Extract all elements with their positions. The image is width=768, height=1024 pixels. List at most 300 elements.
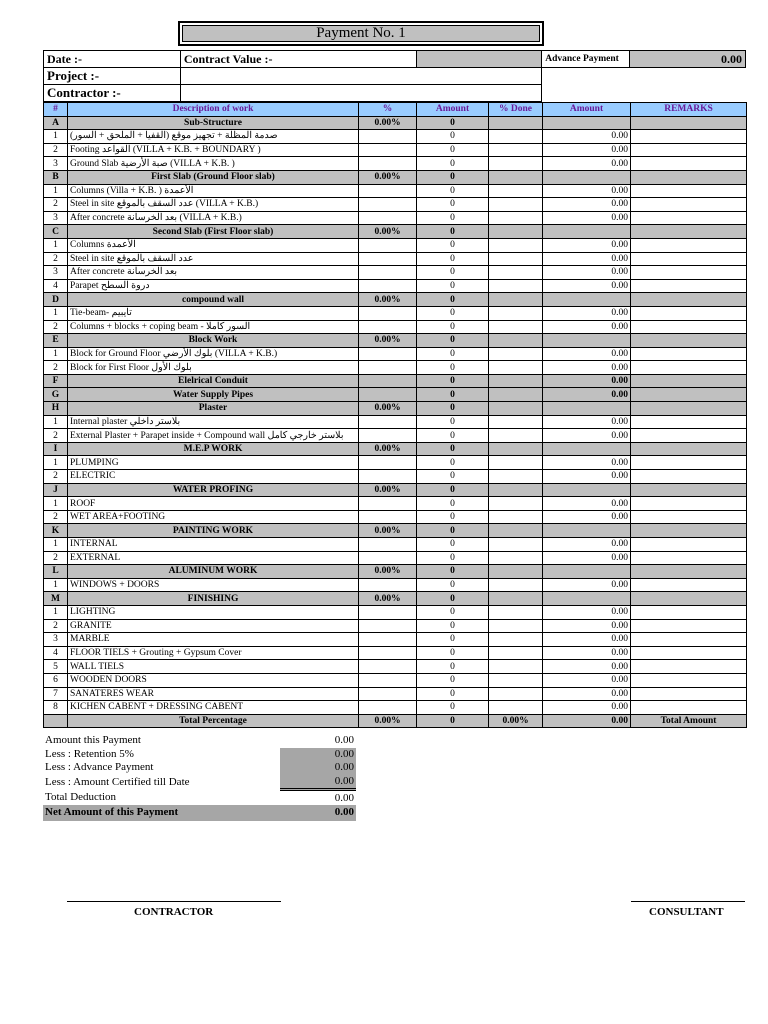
row-description: Water Supply Pipes	[68, 388, 359, 402]
row-number: 3	[44, 211, 68, 225]
row-remarks	[631, 143, 747, 157]
section-row	[44, 334, 747, 348]
row-number: 2	[44, 510, 68, 524]
row-amount: 0	[417, 605, 489, 619]
row-amount-done: 0.00	[543, 266, 631, 280]
row-remarks	[631, 238, 747, 252]
row-percent	[359, 238, 417, 252]
row-description: WALL TIELS	[68, 660, 359, 674]
contractor-signature-label: CONTRACTOR	[134, 906, 214, 918]
row-description: Ground Slab صبة الأرضية (VILLA + K.B. )	[68, 157, 359, 171]
row-amount: 0	[417, 225, 489, 239]
row-percent	[359, 374, 417, 388]
row-amount: 0	[417, 198, 489, 212]
row-number: 4	[44, 279, 68, 293]
row-number: 1	[44, 415, 68, 429]
row-amount: 0	[417, 374, 489, 388]
row-remarks	[631, 551, 747, 565]
row-amount-done: 0.00	[543, 347, 631, 361]
row-percent-done	[489, 211, 543, 225]
row-description: Steel in site عدد السقف بالموقع	[68, 252, 359, 266]
summary-row	[43, 734, 356, 748]
col-header-amount-done: Amount	[543, 103, 631, 117]
row-description: MARBLE	[68, 633, 359, 647]
row-percent: 0.00%	[359, 442, 417, 456]
row-percent	[359, 538, 417, 552]
table-row	[44, 252, 747, 266]
row-percent-done	[489, 442, 543, 456]
row-remarks	[631, 524, 747, 538]
row-amount-done: 0.00	[543, 673, 631, 687]
row-percent: 0.00%	[359, 565, 417, 579]
table-row	[44, 551, 747, 565]
row-remarks	[631, 334, 747, 348]
summary-label: Amount this Payment	[45, 734, 141, 747]
table-row	[44, 184, 747, 198]
row-remarks	[631, 619, 747, 633]
row-amount-done: 0.00	[543, 157, 631, 171]
row-description: EXTERNAL	[68, 551, 359, 565]
row-percent	[359, 184, 417, 198]
contract-value-label: Contract Value :-	[180, 51, 416, 68]
row-description: Steel in site عدد السقف بالموقع (VILLA + K.B.)	[68, 198, 359, 212]
row-number: 1	[44, 347, 68, 361]
row-remarks	[631, 456, 747, 470]
row-percent: 0.00%	[359, 592, 417, 606]
row-number: 4	[44, 646, 68, 660]
row-description: INTERNAL	[68, 538, 359, 552]
row-percent-done	[489, 252, 543, 266]
summary-row	[43, 761, 356, 775]
row-amount: 0	[417, 497, 489, 511]
section-row	[44, 293, 747, 307]
row-amount-done: 0.00	[543, 252, 631, 266]
row-amount: 0	[417, 660, 489, 674]
row-percent	[359, 429, 417, 443]
summary-label: Less : Retention 5%	[45, 747, 134, 760]
row-amount: 0	[417, 293, 489, 307]
payment-summary-table	[43, 734, 356, 821]
row-amount-done: 0.00	[543, 633, 631, 647]
row-description: FLOOR TIELS + Grouting + Gypsum Cover	[68, 646, 359, 660]
summary-label: Less : Amount Certified till Date	[45, 775, 190, 788]
row-number: 1	[44, 605, 68, 619]
row-percent-done	[489, 483, 543, 497]
payment-title: Payment No. 1	[182, 25, 540, 42]
row-percent	[359, 605, 417, 619]
section-row	[44, 565, 747, 579]
row-amount: 0	[417, 442, 489, 456]
row-amount: 0	[417, 306, 489, 320]
total-percent-done: 0.00%	[489, 714, 543, 728]
table-row	[44, 510, 747, 524]
advance-payment-label: Advance Payment	[542, 51, 630, 68]
row-percent-done	[489, 497, 543, 511]
row-amount: 0	[417, 130, 489, 144]
table-row	[44, 238, 747, 252]
row-amount-done: 0.00	[543, 605, 631, 619]
total-amount: 0	[417, 714, 489, 728]
row-percent-done	[489, 198, 543, 212]
row-remarks	[631, 442, 747, 456]
row-number: 5	[44, 660, 68, 674]
row-amount: 0	[417, 334, 489, 348]
row-percent-done	[489, 660, 543, 674]
table-row	[44, 687, 747, 701]
col-header-number: #	[44, 103, 68, 117]
row-description: After concrete بعد الخرسانة	[68, 266, 359, 280]
row-number: 1	[44, 184, 68, 198]
row-percent-done	[489, 306, 543, 320]
row-number: 3	[44, 633, 68, 647]
row-amount-done	[543, 334, 631, 348]
row-description: Block for First Floor بلوك الأول	[68, 361, 359, 375]
row-amount-done: 0.00	[543, 374, 631, 388]
row-amount-done: 0.00	[543, 660, 631, 674]
row-remarks	[631, 293, 747, 307]
row-percent	[359, 456, 417, 470]
summary-value: 0.00	[280, 790, 356, 805]
row-number: B	[44, 170, 68, 184]
section-row	[44, 225, 747, 239]
row-number: 1	[44, 497, 68, 511]
row-percent-done	[489, 225, 543, 239]
row-percent-done	[489, 238, 543, 252]
row-amount: 0	[417, 170, 489, 184]
row-number: H	[44, 402, 68, 416]
row-remarks	[631, 660, 747, 674]
row-amount-done: 0.00	[543, 538, 631, 552]
row-remarks	[631, 361, 747, 375]
row-percent	[359, 388, 417, 402]
row-number: F	[44, 374, 68, 388]
row-amount: 0	[417, 252, 489, 266]
row-amount-done: 0.00	[543, 646, 631, 660]
row-amount-done: 0.00	[543, 306, 631, 320]
row-remarks	[631, 306, 747, 320]
row-number: 8	[44, 701, 68, 715]
row-number: 2	[44, 429, 68, 443]
col-header-description: Description of work	[68, 103, 359, 117]
row-remarks	[631, 673, 747, 687]
row-amount-done: 0.00	[543, 578, 631, 592]
table-row	[44, 361, 747, 375]
row-amount: 0	[417, 673, 489, 687]
row-percent-done	[489, 184, 543, 198]
consultant-signature-label: CONSULTANT	[649, 906, 724, 918]
row-percent-done	[489, 279, 543, 293]
row-remarks	[631, 225, 747, 239]
table-row	[44, 266, 747, 280]
row-description: Elelrical Conduit	[68, 374, 359, 388]
row-amount: 0	[417, 143, 489, 157]
row-amount: 0	[417, 429, 489, 443]
row-remarks	[631, 279, 747, 293]
table-row	[44, 660, 747, 674]
row-amount: 0	[417, 470, 489, 484]
summary-value: 0.00	[280, 748, 356, 762]
row-remarks	[631, 497, 747, 511]
section-row	[44, 374, 747, 388]
row-description: Block Work	[68, 334, 359, 348]
row-percent	[359, 551, 417, 565]
net-amount-value: 0.00	[334, 806, 354, 819]
row-number: E	[44, 334, 68, 348]
table-row	[44, 211, 747, 225]
table-row	[44, 347, 747, 361]
row-percent-done	[489, 687, 543, 701]
total-blank	[44, 714, 68, 728]
row-remarks	[631, 252, 747, 266]
row-remarks	[631, 211, 747, 225]
row-remarks	[631, 633, 747, 647]
row-amount: 0	[417, 266, 489, 280]
row-percent	[359, 673, 417, 687]
row-description: WINDOWS + DOORS	[68, 578, 359, 592]
row-percent	[359, 198, 417, 212]
section-row	[44, 442, 747, 456]
row-description: Plaster	[68, 402, 359, 416]
row-number: 1	[44, 306, 68, 320]
col-header-remarks: REMARKS	[631, 103, 747, 117]
table-header-row	[44, 103, 747, 117]
row-number: 2	[44, 252, 68, 266]
row-amount-done: 0.00	[543, 415, 631, 429]
row-remarks	[631, 565, 747, 579]
row-amount-done	[543, 592, 631, 606]
row-percent: 0.00%	[359, 116, 417, 130]
row-number: A	[44, 116, 68, 130]
row-percent-done	[489, 456, 543, 470]
contractor-label: Contractor :-	[44, 85, 181, 102]
row-description: ALUMINUM WORK	[68, 565, 359, 579]
row-percent-done	[489, 374, 543, 388]
row-percent-done	[489, 361, 543, 375]
row-percent-done	[489, 334, 543, 348]
row-amount: 0	[417, 320, 489, 334]
row-number: 2	[44, 320, 68, 334]
row-percent: 0.00%	[359, 225, 417, 239]
row-percent	[359, 252, 417, 266]
row-description: WATER PROFING	[68, 483, 359, 497]
summary-label: Less : Advance Payment	[45, 761, 154, 774]
row-amount-done: 0.00	[543, 510, 631, 524]
row-percent	[359, 130, 417, 144]
row-percent-done	[489, 605, 543, 619]
summary-label: Total Deduction	[45, 790, 117, 803]
row-description: PAINTING WORK	[68, 524, 359, 538]
row-amount: 0	[417, 238, 489, 252]
row-percent-done	[489, 293, 543, 307]
project-field[interactable]	[180, 68, 541, 85]
row-remarks	[631, 578, 747, 592]
table-row	[44, 646, 747, 660]
table-row	[44, 130, 747, 144]
contract-value-field[interactable]	[416, 51, 542, 68]
summary-value: 0.00	[334, 734, 354, 747]
row-percent: 0.00%	[359, 524, 417, 538]
row-percent: 0.00%	[359, 293, 417, 307]
table-row	[44, 143, 747, 157]
row-percent-done	[489, 538, 543, 552]
table-row	[44, 633, 747, 647]
consultant-signature-line	[631, 901, 745, 902]
row-description: Footing القواعد (VILLA + K.B. + BOUNDARY )	[68, 143, 359, 157]
row-amount-done: 0.00	[543, 130, 631, 144]
table-row	[44, 320, 747, 334]
row-remarks	[631, 538, 747, 552]
row-amount: 0	[417, 619, 489, 633]
row-number: 2	[44, 198, 68, 212]
row-number: 2	[44, 619, 68, 633]
row-percent-done	[489, 673, 543, 687]
row-description: Internal plaster بلاستر داخلي	[68, 415, 359, 429]
table-row	[44, 429, 747, 443]
row-amount: 0	[417, 687, 489, 701]
table-row	[44, 673, 747, 687]
row-percent-done	[489, 633, 543, 647]
row-percent-done	[489, 565, 543, 579]
row-description: M.E.P WORK	[68, 442, 359, 456]
row-percent-done	[489, 388, 543, 402]
row-percent	[359, 361, 417, 375]
row-amount: 0	[417, 633, 489, 647]
row-amount: 0	[417, 551, 489, 565]
row-number: 7	[44, 687, 68, 701]
row-percent	[359, 157, 417, 171]
row-percent	[359, 687, 417, 701]
total-amount-done: 0.00	[543, 714, 631, 728]
date-label: Date :-	[44, 51, 181, 68]
row-percent	[359, 646, 417, 660]
row-amount: 0	[417, 565, 489, 579]
row-number: 6	[44, 673, 68, 687]
row-description: صدمة المظلة + تجهيز موقع (القفيا + الملحق + السور)	[68, 130, 359, 144]
row-percent	[359, 306, 417, 320]
row-number: G	[44, 388, 68, 402]
row-remarks	[631, 429, 747, 443]
row-amount-done: 0.00	[543, 320, 631, 334]
row-description: ROOF	[68, 497, 359, 511]
row-percent: 0.00%	[359, 402, 417, 416]
row-amount-done	[543, 293, 631, 307]
row-percent-done	[489, 402, 543, 416]
row-remarks	[631, 415, 747, 429]
row-remarks	[631, 374, 747, 388]
row-percent	[359, 633, 417, 647]
row-amount: 0	[417, 388, 489, 402]
row-number: J	[44, 483, 68, 497]
row-percent-done	[489, 592, 543, 606]
row-percent-done	[489, 429, 543, 443]
row-remarks	[631, 402, 747, 416]
row-percent-done	[489, 347, 543, 361]
row-number: 3	[44, 266, 68, 280]
table-row	[44, 538, 747, 552]
row-number: 1	[44, 238, 68, 252]
row-amount: 0	[417, 592, 489, 606]
row-remarks	[631, 483, 747, 497]
row-percent-done	[489, 116, 543, 130]
row-description: Tie-beam- تايبيم	[68, 306, 359, 320]
row-description: Columns (Villa + K.B. ) الأعمدة	[68, 184, 359, 198]
row-percent-done	[489, 524, 543, 538]
row-amount: 0	[417, 456, 489, 470]
row-remarks	[631, 116, 747, 130]
row-amount-done	[543, 483, 631, 497]
summary-row	[43, 775, 356, 790]
row-percent	[359, 347, 417, 361]
row-percent-done	[489, 320, 543, 334]
row-description: Second Slab (First Floor slab)	[68, 225, 359, 239]
row-percent	[359, 510, 417, 524]
row-percent	[359, 320, 417, 334]
row-amount-done: 0.00	[543, 143, 631, 157]
row-percent-done	[489, 470, 543, 484]
row-percent	[359, 470, 417, 484]
row-remarks	[631, 592, 747, 606]
advance-payment-value: 0.00	[630, 51, 746, 68]
row-number: K	[44, 524, 68, 538]
row-amount: 0	[417, 415, 489, 429]
row-percent-done	[489, 170, 543, 184]
row-percent: 0.00%	[359, 483, 417, 497]
section-row	[44, 402, 747, 416]
col-header-percent-done: % Done	[489, 103, 543, 117]
contractor-field[interactable]	[180, 85, 541, 102]
row-amount: 0	[417, 116, 489, 130]
row-remarks	[631, 170, 747, 184]
row-amount: 0	[417, 347, 489, 361]
row-amount: 0	[417, 483, 489, 497]
row-description: WOODEN DOORS	[68, 673, 359, 687]
row-amount-done	[543, 402, 631, 416]
row-percent-done	[489, 415, 543, 429]
project-label: Project :-	[44, 68, 181, 85]
row-percent: 0.00%	[359, 334, 417, 348]
row-number: M	[44, 592, 68, 606]
row-amount-done: 0.00	[543, 470, 631, 484]
table-row	[44, 701, 747, 715]
row-amount-done: 0.00	[543, 279, 631, 293]
row-percent	[359, 415, 417, 429]
row-description: SANATERES WEAR	[68, 687, 359, 701]
row-amount: 0	[417, 361, 489, 375]
row-percent-done	[489, 701, 543, 715]
summary-row	[43, 748, 356, 762]
net-amount-label: Net Amount of this Payment	[45, 806, 179, 819]
row-amount-done	[543, 116, 631, 130]
total-row	[44, 714, 747, 728]
work-items-table	[43, 102, 747, 728]
row-remarks	[631, 130, 747, 144]
row-percent-done	[489, 646, 543, 660]
row-number: L	[44, 565, 68, 579]
row-description: ELECTRIC	[68, 470, 359, 484]
table-row	[44, 279, 747, 293]
row-amount-done	[543, 524, 631, 538]
row-amount-done: 0.00	[543, 456, 631, 470]
row-amount: 0	[417, 646, 489, 660]
row-amount-done: 0.00	[543, 429, 631, 443]
row-description: FINISHING	[68, 592, 359, 606]
row-description: External Plaster + Parapet inside + Compound wall بلاستر خارجي كامل	[68, 429, 359, 443]
row-number: 1	[44, 578, 68, 592]
section-row	[44, 388, 747, 402]
row-percent	[359, 660, 417, 674]
row-remarks	[631, 605, 747, 619]
row-remarks	[631, 157, 747, 171]
